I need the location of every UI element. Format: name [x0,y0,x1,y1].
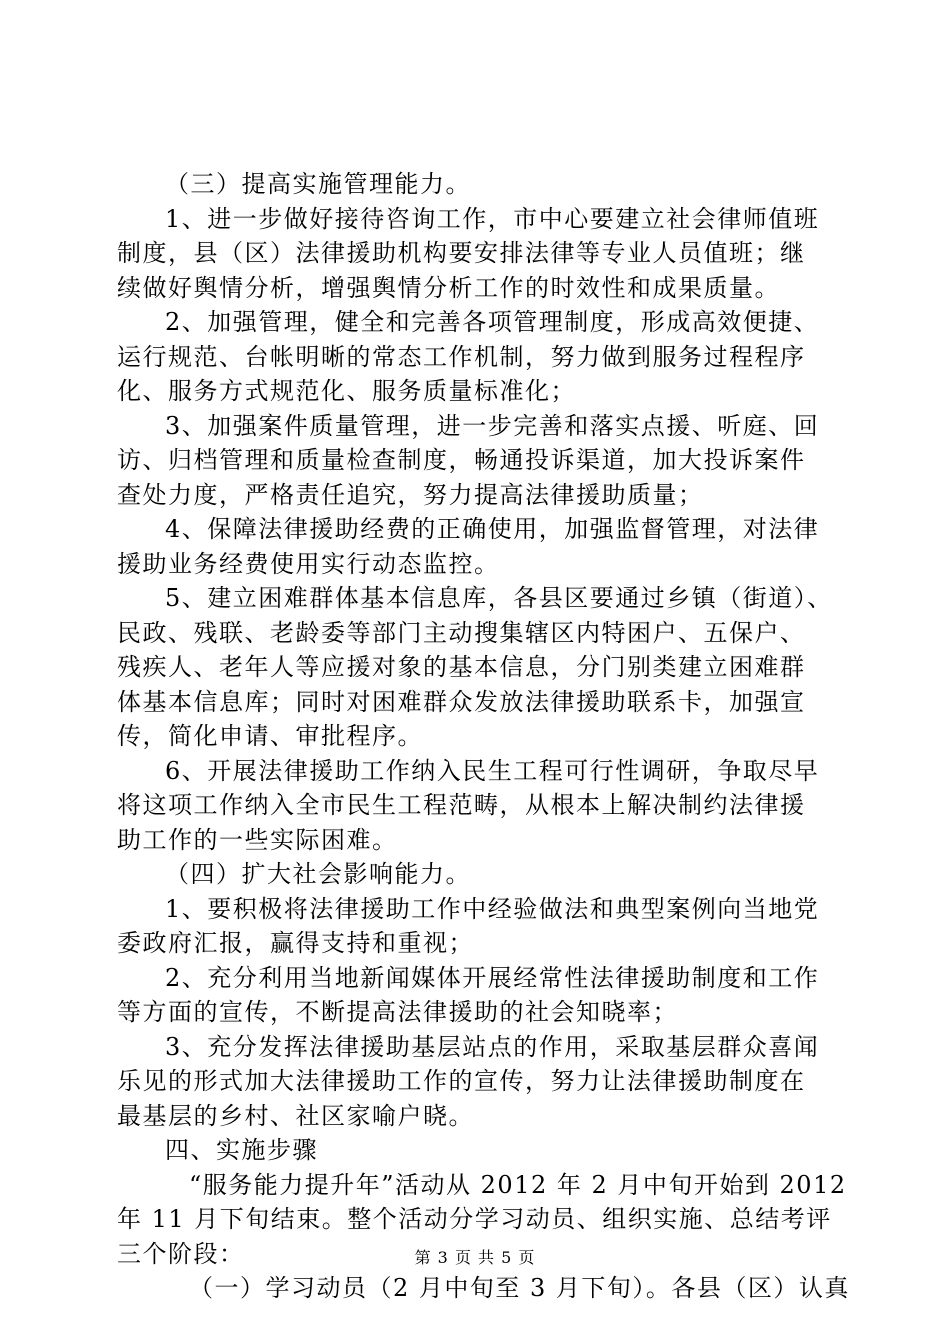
text-line: 最基层的乡村、社区家喻户晓。 [117,1101,474,1130]
text-line: 3、充分发挥法律援助基层站点的作用，采取基层群众喜闻 [165,1032,820,1061]
text-line: （三）提高实施管理能力。 [165,170,471,198]
text-line: 6、开展法律援助工作纳入民生工程可行性调研，争取尽早 [165,756,820,785]
text-line: 2、加强管理，健全和完善各项管理制度，形成高效便捷、 [165,308,820,336]
text-line: 访、归档管理和质量检查制度，畅通投诉渠道，加大投诉案件 [117,446,806,474]
text-line: 四、实施步骤 [165,1136,318,1164]
text-line: 1、要积极将法律援助工作中经验做法和典型案例向当地党 [165,894,820,923]
text-line: 5、建立困难群体基本信息库，各县区要通过乡镇（街道）、 [165,584,833,612]
text-line: 4、保障法律援助经费的正确使用，加强监督管理，对法律 [165,515,820,543]
text-line: 续做好舆情分析，增强舆情分析工作的时效性和成果质量。 [117,273,780,302]
text-line: 体基本信息库；同时对困难群众发放法律援助联系卡，加强宣 [117,687,806,716]
text-line: 三个阶段： [117,1239,245,1268]
document-body [117,167,850,1306]
text-line: 3、加强案件质量管理，进一步完善和落实点援、听庭、回 [165,411,820,440]
text-line: 查处力度，严格责任追究，努力提高法律援助质量； [117,480,704,509]
text-line: “服务能力提升年”活动从 2012 年 2 月中旬开始到 2012 [189,1170,847,1199]
text-line: 援助业务经费使用实行动态监控。 [117,549,500,578]
text-line: （四）扩大社会影响能力。 [165,860,471,888]
text-line: 运行规范、台帐明晰的常态工作机制，努力做到服务过程程序 [117,342,806,371]
page-footer: 第 3 页 共 5 页 [414,1248,536,1267]
text-line: 化、服务方式规范化、服务质量标准化； [117,377,576,405]
text-line: 等方面的宣传，不断提高法律援助的社会知晓率； [117,998,678,1026]
text-line: （一）学习动员（2 月中旬至 3 月下旬）。各县（区）认真 [189,1274,850,1302]
text-line: 传，简化申请、审批程序。 [117,722,423,750]
text-line: 年 11 月下旬结束。整个活动分学习动员、组织实施、总结考评 [117,1205,832,1233]
text-line: 民政、残联、老龄委等部门主动搜集辖区内特困户、五保户、 [117,618,806,647]
text-line: 残疾人、老年人等应援对象的基本信息，分门别类建立困难群 [117,653,806,681]
text-line: 助工作的一些实际困难。 [117,825,398,854]
text-line: 委政府汇报，赢得支持和重视； [117,929,474,957]
text-line: 将这项工作纳入全市民生工程范畴，从根本上解决制约法律援 [117,791,806,819]
text-line: 乐见的形式加大法律援助工作的宣传，努力让法律援助制度在 [117,1067,806,1095]
text-line: 制度，县（区）法律援助机构要安排法律等专业人员值班；继 [117,239,806,267]
text-line: 2、充分利用当地新闻媒体开展经常性法律援助制度和工作 [165,963,820,992]
text-line: 1、进一步做好接待咨询工作，市中心要建立社会律师值班 [165,204,820,233]
